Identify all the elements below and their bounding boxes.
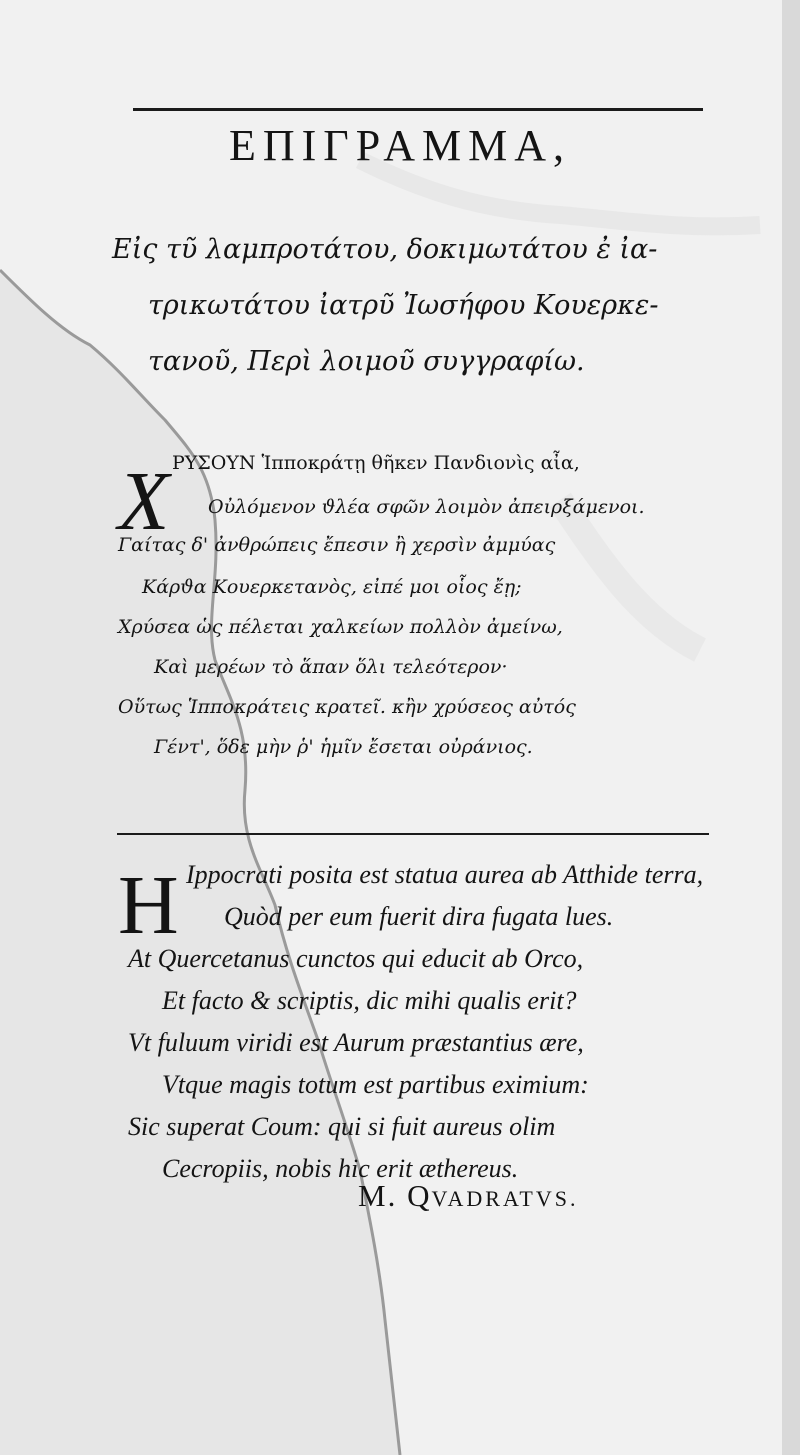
latin-line: Vt fuluum viridi est Aurum præstantius ære, bbox=[128, 1028, 584, 1057]
dedication-line: τρικωτάτου ἰατρῦ Ἰωσήφου Κουερκε- bbox=[148, 290, 659, 321]
greek-line: ΡΥΣΟΥΝ Ἱπποκράτῃ θῆκεν Πανδιονὶς αἶα, bbox=[172, 452, 580, 474]
top-rule bbox=[133, 108, 703, 111]
dedication-line: Εἰς τῦ λαμπροτάτου, δοκιμωτάτου ἐ ἰα- bbox=[112, 234, 658, 265]
greek-drop-cap: Χ bbox=[118, 455, 170, 548]
greek-line: Οὐλόμενον ϑλέα σφῶν λοιμὸν ἀπειρξάμενοι. bbox=[208, 496, 645, 518]
greek-line: Οὕτως Ἱπποκράτεις κρατεῖ. κἢν χρύσεος αὐτός bbox=[118, 696, 576, 718]
latin-line: Ippocrati posita est statua aurea ab Atthide terra, bbox=[186, 860, 704, 889]
page-title: ΕΠΙΓΡΑΜΜΑ, bbox=[228, 121, 571, 170]
dedication bbox=[112, 222, 722, 390]
dedication-line: τανοῦ, Περὶ λοιμοῦ συγγραφίω. bbox=[148, 346, 585, 377]
greek-line: Γαίτας δ' ἀνθρώπεις ἔπεσιν ἢ χερσὶν ἀμμύας bbox=[118, 534, 556, 556]
greek-line: Χρύσεα ὡς πέλεται χαλκείων πολλὸν ἀμείνω, bbox=[118, 616, 563, 638]
signature-rest: VADRATVS. bbox=[431, 1186, 579, 1211]
latin-line: Cecropiis, nobis hic erit æthereus. bbox=[162, 1154, 519, 1183]
greek-line: Γέντ', ὅδε μὴν ῥ' ἡμῖν ἔσεται οὐράνιος. bbox=[154, 736, 533, 758]
latin-line: Et facto & scriptis, dic mihi qualis erit? bbox=[162, 986, 577, 1015]
latin-drop-cap: H bbox=[118, 859, 179, 952]
latin-line: At Quercetanus cunctos qui educit ab Orco, bbox=[128, 944, 584, 973]
greek-line: Καὶ μερέων τὸ ἅπαν ὅλι τελεότερον· bbox=[154, 656, 508, 678]
latin-line: Sic superat Coum: qui si fuit aureus olim bbox=[128, 1112, 556, 1141]
author-signature bbox=[358, 1178, 578, 1214]
latin-line: Vtque magis totum est partibus eximium: bbox=[162, 1070, 589, 1099]
latin-line: Quòd per eum fuerit dira fugata lues. bbox=[224, 902, 614, 931]
signature-initial: M. Q bbox=[358, 1178, 432, 1213]
middle-rule bbox=[117, 833, 709, 835]
greek-line: Κάρϑα Κουερκετανὸς, εἰπέ μοι οἷος ἔῃ; bbox=[142, 576, 522, 598]
